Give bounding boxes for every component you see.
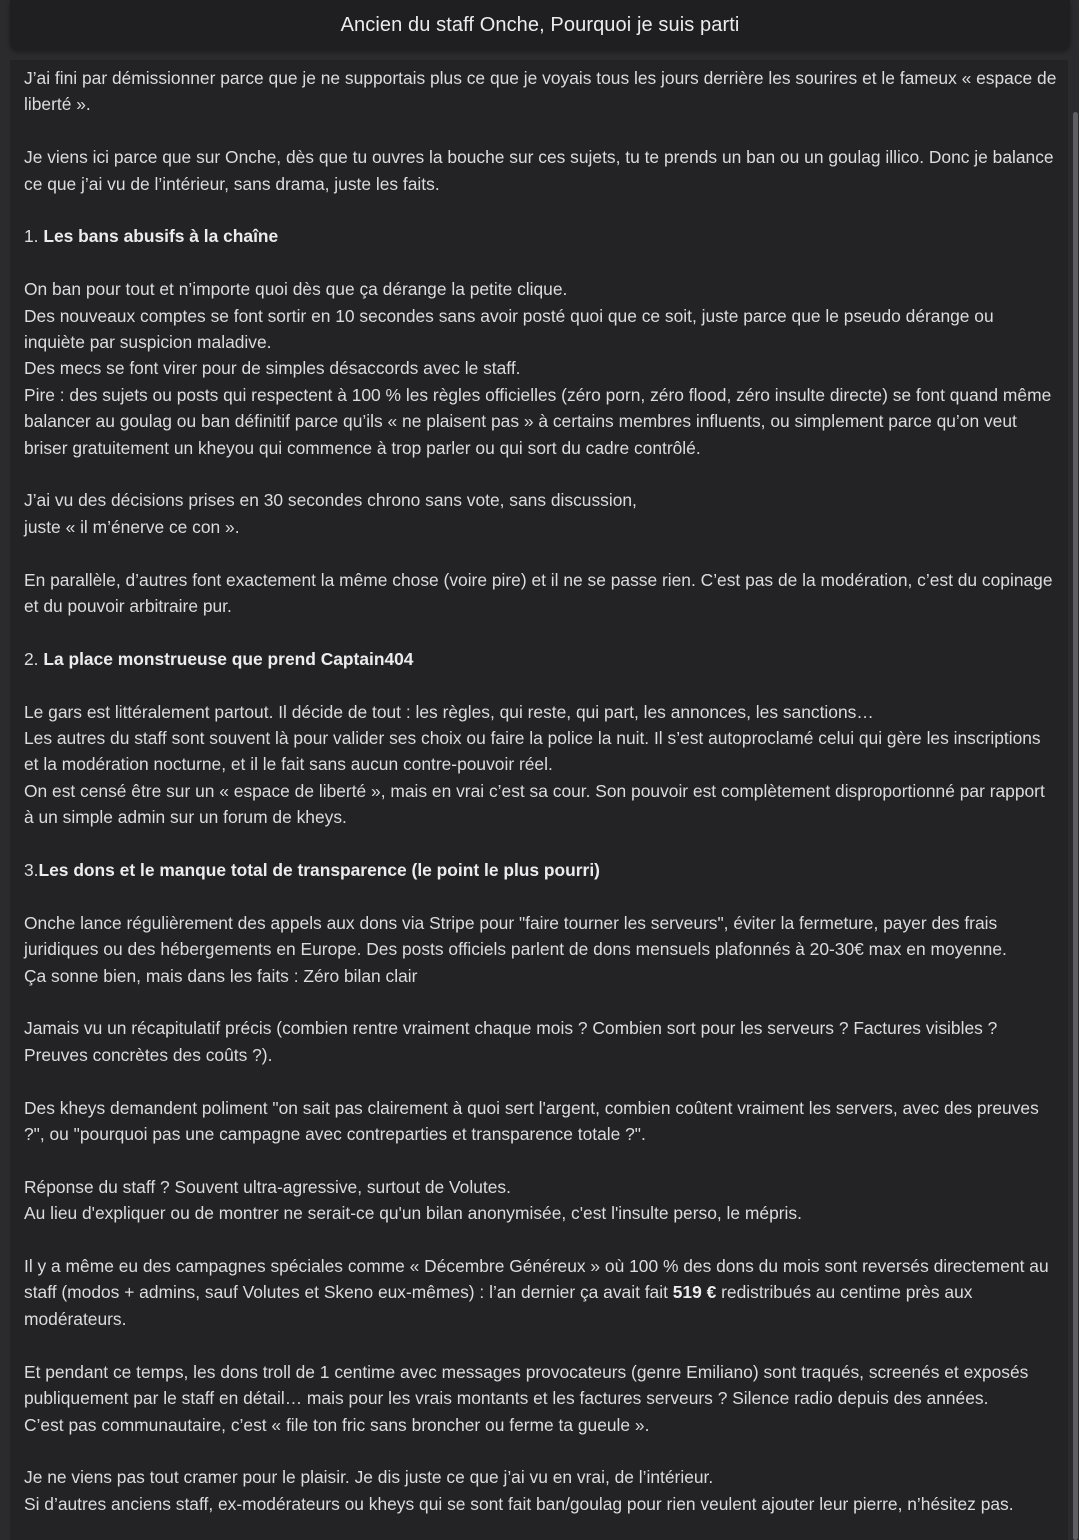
paragraph-line: Des mecs se font virer pour de simples désaccords avec le staff. — [24, 358, 521, 379]
paragraph-line: Et pendant ce temps, les dons troll de 1 centime avec messages provocateurs (genre Emiliano) sont traqués, screenés et exposés publiquement par le staff en détail… mais pour les vrais montants et les factures serveurs ? Silence radio depuis des années. — [24, 1361, 1029, 1409]
paragraph-line: J’ai vu des décisions prises en 30 secondes chrono sans vote, sans discussion, — [24, 490, 637, 511]
paragraph-line: Réponse du staff ? Souvent ultra-agressive, surtout de Volutes. — [24, 1176, 511, 1197]
paragraph-questions — [24, 1095, 1058, 1148]
paragraph-line: Au lieu d'expliquer ou de montrer ne serait-ce qu'un bilan anonymisée, c'est l'insulte perso, le mépris. — [24, 1203, 802, 1224]
paragraph-response — [24, 1174, 1058, 1227]
paragraph-reason — [24, 144, 1058, 197]
paragraph-line: On est censé être sur un « espace de liberté », mais en vrai c’est sa cour. Son pouvoir est complètement disproportionné par rapport à un simple admin sur un forum de kheys. — [24, 780, 1045, 828]
paragraph-line: juste « il m’énerve ce con ». — [24, 516, 240, 537]
section-heading-1 — [24, 223, 1058, 249]
post-body — [10, 60, 1068, 1540]
paragraph-troll-donations — [24, 1359, 1058, 1438]
paragraph-closing — [24, 1464, 1058, 1517]
paragraph-line: On ban pour tout et n’importe quoi dès que ça dérange la petite clique. — [24, 279, 568, 300]
paragraph-decisions — [24, 487, 1058, 540]
paragraph-recap — [24, 1015, 1058, 1068]
paragraph-campaign — [24, 1253, 1058, 1332]
section-title: La place monstrueuse que prend Captain404 — [43, 648, 414, 669]
paragraph-line: Les autres du staff sont souvent là pour valider ses choix ou faire la police la nuit. Il s’est autoproclamé celui qui gère les inscriptions et la modération nocturne, et il le fait sans aucun contre-pouvoir réel. — [24, 728, 1041, 775]
paragraph-text: En parallèle, d’autres font exactement la même chose (voire pire) et il ne se passe rien. C’est pas de la modération, c’est du copinage et du pouvoir arbitraire pur. — [24, 569, 1053, 617]
paragraph-text: Des kheys demandent poliment "on sait pas clairement à quoi sert l'argent, combien coûtent vraiment les servers, avec des preuves ?", ou "pourquoi pas une campagne avec contreparties et transparence totale ?". — [24, 1097, 1039, 1145]
paragraph-text: Je viens ici parce que sur Onche, dès que tu ouvres la bouche sur ces sujets, tu te prends un ban ou un goulag illico. Donc je balance ce que j’ai vu de l’intérieur, sans drama, juste les faits. — [24, 147, 1054, 194]
paragraph-text: J’ai fini par démissionner parce que je ne supportais plus ce que je voyais tous les jours derrière les sourires et le fameux « espace de liberté ». — [24, 68, 1057, 115]
section-number: 3. — [24, 860, 39, 881]
section-heading-3 — [24, 857, 1058, 883]
paragraph-line: Je ne viens pas tout cramer pour le plaisir. Je dis juste ce que j’ai vu en vrai, de l’intérieur. — [24, 1467, 714, 1488]
paragraph-bans — [24, 276, 1058, 461]
donation-amount: 519 € — [672, 1282, 717, 1303]
paragraph-line: Des nouveaux comptes se font sortir en 10 secondes sans avoir posté quoi que ce soit, juste parce que le pseudo dérange ou inquiète par suspicion maladive. — [24, 305, 994, 353]
section-number: 1. — [24, 226, 44, 247]
paragraph-text: Jamais vu un récapitulatif précis (combien rentre vraiment chaque mois ? Combien sort pour les serveurs ? Factures visibles ? Preuves concrètes des coûts ?). — [24, 1018, 998, 1065]
paragraph-captain — [24, 699, 1058, 831]
paragraph-parallel — [24, 567, 1058, 620]
section-title: Les dons et le manque total de transparence (le point le plus pourri) — [38, 860, 600, 881]
page-title: Ancien du staff Onche, Pourquoi je suis parti — [340, 13, 740, 36]
paragraph-text: redistribués au centime près aux modérateurs. — [24, 1282, 973, 1329]
scrollbar-thumb[interactable] — [1073, 112, 1078, 1540]
paragraph-line: Ça sonne bien, mais dans les faits : Zéro bilan clair — [24, 965, 418, 986]
paragraph-line: Si d’autres anciens staff, ex-modérateurs ou kheys qui se sont fait ban/goulag pour rien veulent ajouter leur pierre, n’hésitez pas. — [24, 1493, 1014, 1514]
section-number: 2. — [24, 648, 44, 669]
paragraph-line: Le gars est littéralement partout. Il décide de tout : les règles, qui reste, qui part, les annonces, les sanctions… — [24, 701, 874, 722]
paragraph-line: Onche lance régulièrement des appels aux dons via Stripe pour "faire tourner les serveurs", éviter la fermeture, payer des frais juridiques ou des hébergements en Europe. Des posts officiels parlent de dons mensuels plafonnés à 20-30€ max en moyenne. — [24, 912, 1007, 960]
paragraph-text: Il y a même eu des campagnes spéciales comme « Décembre Généreux » où 100 % des dons du mois sont reversés directement au staff (modos + admins, sauf Volutes et Skeno eux-mêmes) : l’an dernier ça avait fait — [24, 1256, 1049, 1303]
paragraph-line: Pire : des sujets ou posts qui respectent à 100 % les règles officielles (zéro porn, zéro flood, zéro insulte directe) se font quand même balancer au goulag ou ban définitif parce qu’ils « ne plaisent pas » à certains membres influents, ou simplement parce qu’on veut briser gratuitement un kheyou qui commence à trop parler ou qui sort du cadre contrôlé. — [24, 384, 1052, 458]
paragraph-line: C’est pas communautaire, c’est « file ton fric sans broncher ou ferme ta gueule ». — [24, 1414, 650, 1435]
paragraph-donations — [24, 910, 1058, 989]
section-heading-2 — [24, 646, 1058, 672]
title-bar — [10, 0, 1070, 50]
section-title: Les bans abusifs à la chaîne — [43, 226, 279, 247]
paragraph-intro — [24, 65, 1058, 118]
